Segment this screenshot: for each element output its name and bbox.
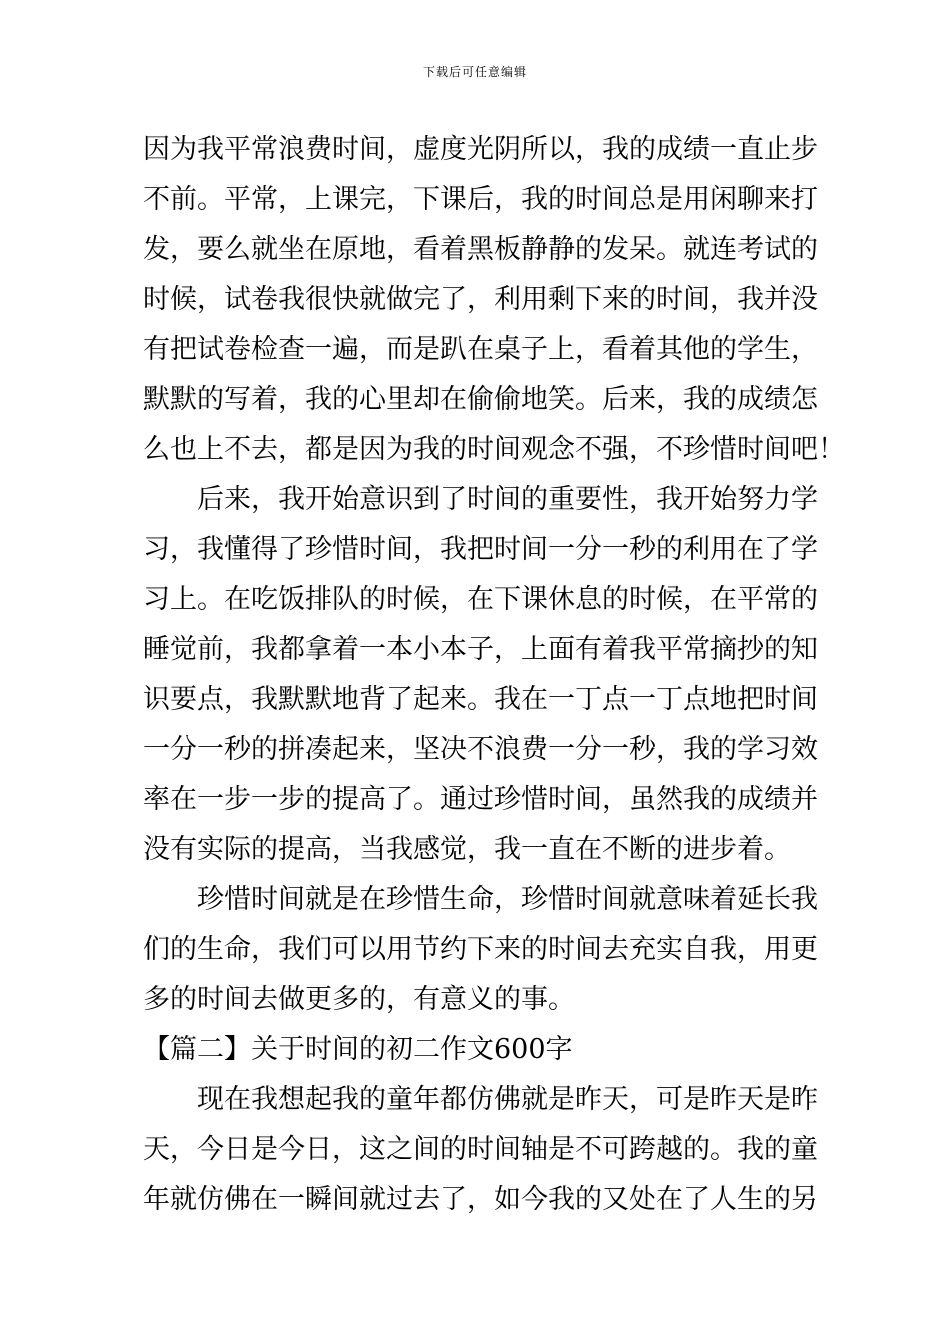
text-line: 年就仿佛在一瞬间就过去了，如今我的又处在了人生的另 [143, 1184, 818, 1215]
text-line: 多的时间去做更多的，有意义的事。 [143, 984, 575, 1015]
text-line: 默默的写着，我的心里却在偷偷地笑。后来，我的成绩怎 [143, 384, 818, 415]
text-line: 习上。在吃饭排队的时候，在下课休息的时候，在平常的 [143, 584, 818, 615]
page-header: 下载后可任意编辑 [422, 65, 527, 79]
section-heading: 【篇二】关于时间的初二作文600字 [143, 1034, 573, 1065]
text-line: 时候，试卷我很快就做完了，利用剩下来的时间，我并没 [143, 284, 818, 315]
text-line: 率在一步一步的提高了。通过珍惜时间，虽然我的成绩并 [143, 784, 818, 815]
text-line: 因为我平常浪费时间，虚度光阴所以，我的成绩一直止步 [143, 134, 818, 165]
text-line: 有把试卷检查一遍，而是趴在桌子上，看着其他的学生， [143, 334, 818, 365]
paragraph-start-line: 珍惜时间就是在珍惜生命，珍惜时间就意味着延长我 [143, 884, 818, 915]
text-line: 识要点，我默默地背了起来。我在一丁点一丁点地把时间 [143, 684, 818, 715]
text-line: 天，今日是今日，这之间的时间轴是不可跨越的。我的童 [143, 1134, 818, 1165]
document-body [143, 125, 845, 1225]
paragraph-start-line: 后来，我开始意识到了时间的重要性，我开始努力学 [143, 484, 818, 515]
text-line: 一分一秒的拼凑起来，坚决不浪费一分一秒，我的学习效 [143, 734, 818, 765]
paragraph-start-line: 现在我想起我的童年都仿佛就是昨天，可是昨天是昨 [143, 1084, 818, 1115]
text-line: 们的生命，我们可以用节约下来的时间去充实自我，用更 [143, 934, 818, 965]
text-line: 么也上不去，都是因为我的时间观念不强，不珍惜时间吧！ [143, 434, 845, 465]
text-line: 发，要么就坐在原地，看着黑板静静的发呆。就连考试的 [143, 234, 818, 265]
text-line: 没有实际的提高，当我感觉，我一直在不断的进步着。 [143, 834, 791, 865]
text-line: 习，我懂得了珍惜时间，我把时间一分一秒的利用在了学 [143, 534, 818, 565]
text-line: 不前。平常，上课完，下课后，我的时间总是用闲聊来打 [143, 184, 818, 215]
text-line: 睡觉前，我都拿着一本小本子，上面有着我平常摘抄的知 [143, 634, 818, 665]
